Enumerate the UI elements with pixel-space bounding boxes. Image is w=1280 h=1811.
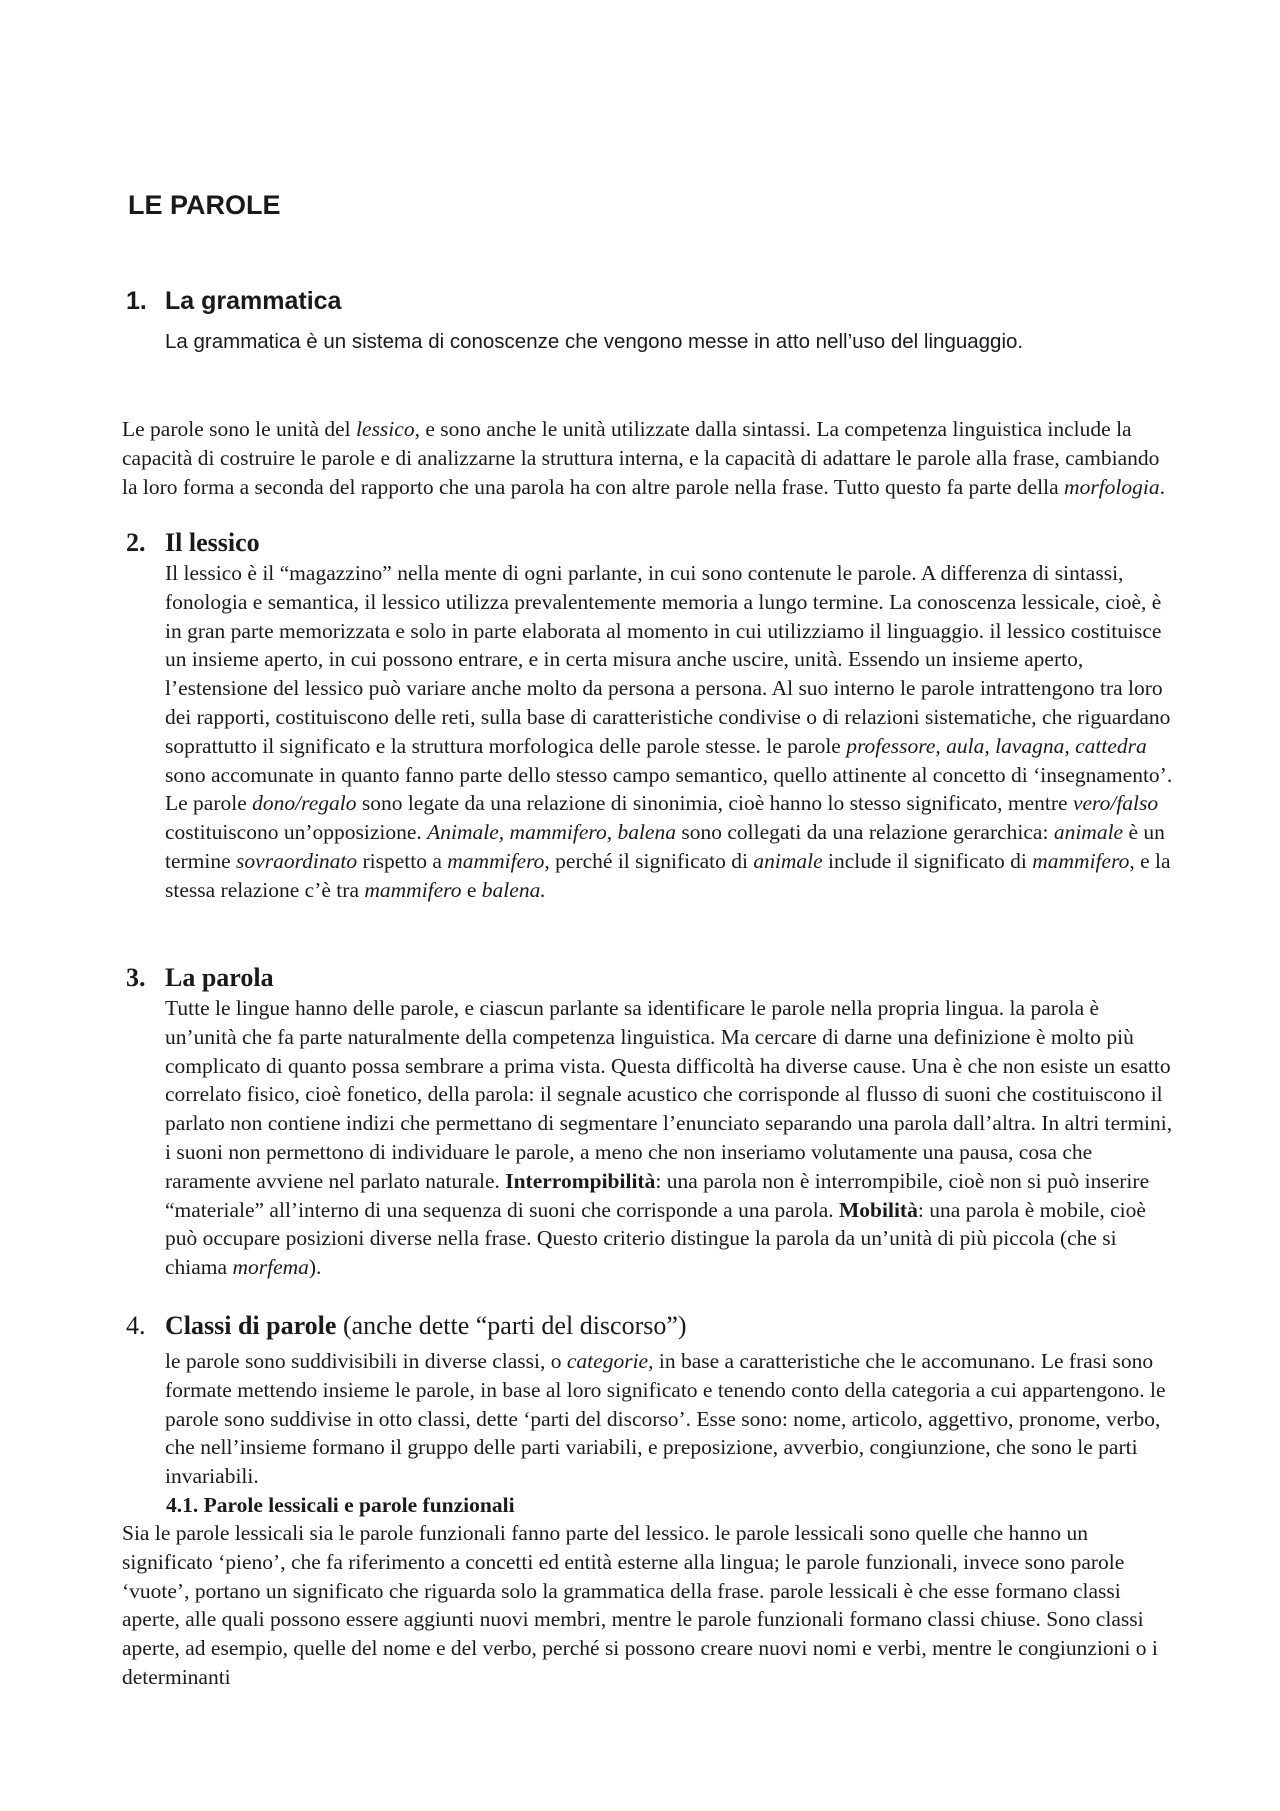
text-run: . — [1159, 474, 1165, 499]
subsection-text: Sia le parole lessicali sia le parole funzionali fanno parte del lessico. le parole lessicali sono quelle che hanno un significato ‘pieno’, che fa riferimento a concetti ed entità esterne alla lingua; le parole funzionali, invece sono parole ‘vuote’, portano un significato che riguarda solo la grammatica della frase. parole lessicali è che esse formano classi aperte, alle quali possono essere aggiunti nuovi membri, mentre le parole funzionali formano classi chiuse. Sono classi aperte, ad esempio, quelle del nome e del verbo, perché si possono creare nuovi nomi e verbi, mentre le congiunzioni o i determinanti — [122, 1521, 1158, 1689]
text-run: è un termine — [165, 820, 1165, 873]
text-run: include il significato di — [822, 848, 1033, 873]
text-run: Tutte le lingue hanno delle parole, e ciascun parlante sa identificare le parole nella propria lingua. la parola è un’unità che fa parte naturalmente della competenza linguistica. Ma cercare di darne una definizione è molto più complicato di quanto possa sembrare a prima vista. Questa difficoltà ha diverse cause. Una è che non esiste un esatto correlato fisico, cioè fonetico, della parola: il segnale acustico che corrisponde al flusso di suoni che costituiscono il parlato non contiene indizi che permettano di segmentare l’enunciato separando una parola dall’altra. In altri termini, i suoni non permettono di individuare le parole, a meno che non inseriamo volutamente una pausa, cosa che raramente avviene nel parlato naturale. — [165, 996, 1173, 1193]
text-run: costituiscono un’opposizione. — [165, 820, 428, 845]
text-run: e — [461, 877, 482, 902]
text-run: sono legate da una relazione di sinonimia, cioè hanno lo stesso significato, mentre — [356, 791, 1073, 816]
italic-term: lessico — [356, 417, 415, 441]
italic-term: animale — [1053, 820, 1124, 845]
section-heading-grammatica — [126, 287, 341, 316]
section-text-classi — [165, 1347, 1173, 1491]
italic-term: Animale, mammifero, balena — [427, 820, 676, 845]
intro-paragraph — [122, 415, 1172, 501]
text-run: , e sono anche le unità utilizzate dalla sintassi. La competenza linguistica include la capacità di costruire le parole e di analizzarne la struttura interna, e la capacità di adattare le parole alla frase, cambiando la loro forma a seconda del rapporto che una parola ha con altre parole nella frase. Tutto questo fa parte della — [122, 417, 1160, 499]
text-run: Le parole sono le unità del — [122, 417, 357, 441]
italic-term: mammifero — [1032, 848, 1130, 873]
text-run: sono accomunate in quanto fanno parte dello stesso campo semantico, quello attinente al concetto di ‘insegnamento’. Le parole — [165, 762, 1173, 816]
section-title: La parola — [165, 963, 274, 992]
section-text-grammatica: La grammatica è un sistema di conoscenze che vengono messe in atto nell’uso del linguaggio. — [165, 330, 1024, 353]
section-number: 3. — [126, 963, 146, 992]
subsection-heading: 4.1. Parole lessicali e parole funzionali — [166, 1493, 515, 1517]
text-run: : una parola è mobile, cioè può occupare posizioni diverse nella frase. Questo criterio distingue la parola da un’unità di più piccola (che si chiama — [165, 1197, 1146, 1280]
section-heading-lessico — [126, 527, 260, 559]
section-text-parola — [165, 994, 1173, 1282]
italic-term: morfema — [232, 1255, 309, 1280]
italic-term: sovraordinato — [236, 848, 358, 873]
document-title: LE PAROLE — [128, 190, 281, 220]
italic-term: mammifero — [364, 877, 462, 902]
section-title: Classi di parole — [165, 1311, 337, 1340]
italic-term: balena. — [481, 877, 546, 902]
italic-term: vero/falso — [1072, 791, 1159, 816]
text-run: ). — [308, 1255, 322, 1280]
text-run: perché il significato di — [549, 848, 754, 873]
text-run: in base a caratteristiche che le accomunano. Le frasi sono formate mettendo insieme le parole, in base al loro significato e tenendo conto della categoria a cui appartengono. le parole sono suddivise in otto classi, dette ‘parti del discorso’. Esse sono: nome, articolo, aggettivo, pronome, verbo, che nell’insieme formano il gruppo delle parti variabili, e preposizione, avverbio, congiunzione, che sono le parti invariabili. — [165, 1349, 1166, 1489]
section-title-extra: (anche dette “parti del discorso”) — [336, 1311, 687, 1340]
section-number: 1. — [126, 287, 147, 315]
text-run: : una parola non è interrompibile, cioè non si può inserire “materiale” all’interno di una sequenza di suoni che corrisponde a una parola. — [165, 1168, 1150, 1222]
italic-term: animale — [753, 848, 823, 873]
text-run: , e la stessa relazione c’è tra — [165, 848, 1171, 902]
italic-term: morfologia — [1064, 474, 1160, 499]
section-number: 4. — [126, 1311, 146, 1340]
italic-term: mammifero, — [447, 848, 550, 873]
section-title: Il lessico — [165, 528, 260, 557]
italic-term: dono/regalo — [252, 791, 357, 816]
italic-term: categorie, — [566, 1349, 654, 1373]
text-run: sono collegati da una relazione gerarchica: — [675, 820, 1054, 845]
text-run: le parole sono suddivisibili in diverse classi, o — [165, 1349, 567, 1373]
text-run: Il lessico è il “magazzino” nella mente di ogni parlante, in cui sono contenute le parole. A differenza di sintassi, fonologia e semantica, il lessico utilizza prevalentemente memoria a lungo termine. La conoscenza lessicale, cioè, è in gran parte memorizzata e solo in parte elaborata al momento in cui utilizziamo il linguaggio. il lessico costituisce un insieme aperto, in cui possono entrare, e in certa misura anche uscire, unità. Essendo un insieme aperto, l’estensione del lessico può variare anche molto da persona a persona. Al suo interno le parole intrattengono tra loro dei rapporti, costituiscono delle reti, sulla base di caratteristiche condivise o di relazioni sistematiche, che riguardano soprattutto il significato e la struttura morfologica delle parole stesse. le parole — [165, 561, 1171, 758]
italic-term: professore, aula, lavagna, cattedra — [846, 733, 1147, 758]
bold-term: Interrompibilità — [505, 1168, 656, 1193]
section-text-lessico — [165, 559, 1173, 905]
section-heading-classi — [126, 1310, 687, 1342]
section-heading-parola — [126, 962, 274, 994]
text-run: rispetto a — [357, 848, 448, 873]
section-number: 2. — [126, 528, 146, 557]
section-title: La grammatica — [165, 287, 342, 315]
bold-term: Mobilità — [839, 1197, 918, 1222]
